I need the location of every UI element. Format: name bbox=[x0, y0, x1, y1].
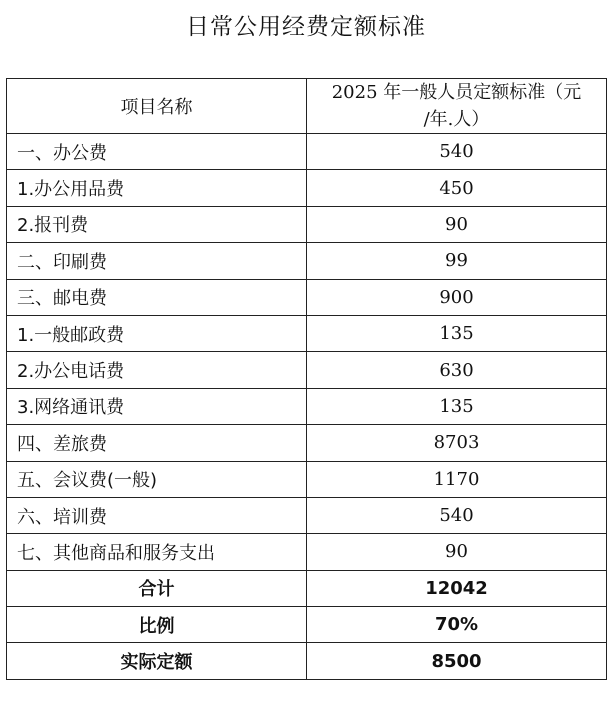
header-item-name: 项目名称 bbox=[7, 79, 307, 134]
table-row bbox=[7, 388, 607, 424]
row-value: 135 bbox=[307, 315, 607, 351]
row-value: 90 bbox=[307, 206, 607, 242]
table-row bbox=[7, 425, 607, 461]
total-value: 12042 bbox=[307, 570, 607, 606]
row-value: 450 bbox=[307, 170, 607, 206]
row-name: 三、邮电费 bbox=[7, 279, 307, 315]
table-row bbox=[7, 243, 607, 279]
row-name: 五、会议费(一般) bbox=[7, 461, 307, 497]
table-row bbox=[7, 134, 607, 170]
total-label: 合计 bbox=[7, 570, 307, 606]
row-name: 1.办公用品费 bbox=[7, 170, 307, 206]
row-name: 二、印刷费 bbox=[7, 243, 307, 279]
row-value: 135 bbox=[307, 388, 607, 424]
row-name: 1.一般邮政费 bbox=[7, 315, 307, 351]
table-row bbox=[7, 170, 607, 206]
ratio-label: 比例 bbox=[7, 607, 307, 643]
total-row bbox=[7, 570, 607, 606]
row-value: 8703 bbox=[307, 425, 607, 461]
header-standard-line1: 2025 年一般人员定额标准（元 bbox=[331, 82, 582, 103]
table-row bbox=[7, 461, 607, 497]
row-name: 七、其他商品和服务支出 bbox=[7, 534, 307, 570]
row-value: 900 bbox=[307, 279, 607, 315]
row-name: 2.办公电话费 bbox=[7, 352, 307, 388]
row-name: 四、差旅费 bbox=[7, 425, 307, 461]
header-standard bbox=[307, 79, 607, 134]
ratio-value: 70% bbox=[307, 607, 607, 643]
fee-standard-table bbox=[6, 78, 607, 680]
row-value: 630 bbox=[307, 352, 607, 388]
row-name: 3.网络通讯费 bbox=[7, 388, 307, 424]
actual-quota-value: 8500 bbox=[307, 643, 607, 679]
table-row bbox=[7, 497, 607, 533]
row-name: 2.报刊费 bbox=[7, 206, 307, 242]
row-value: 99 bbox=[307, 243, 607, 279]
table-row bbox=[7, 206, 607, 242]
table-row bbox=[7, 315, 607, 351]
row-name: 六、培训费 bbox=[7, 497, 307, 533]
table-header-row bbox=[7, 79, 607, 134]
row-name: 一、办公费 bbox=[7, 134, 307, 170]
table-row bbox=[7, 352, 607, 388]
actual-quota-label: 实际定额 bbox=[7, 643, 307, 679]
table-row bbox=[7, 279, 607, 315]
actual-quota-row bbox=[7, 643, 607, 679]
header-standard-line2: /年.人） bbox=[423, 109, 490, 130]
row-value: 1170 bbox=[307, 461, 607, 497]
row-value: 540 bbox=[307, 497, 607, 533]
table-row bbox=[7, 534, 607, 570]
ratio-row bbox=[7, 607, 607, 643]
row-value: 540 bbox=[307, 134, 607, 170]
page-title: 日常公用经费定额标准 bbox=[186, 14, 426, 40]
row-value: 90 bbox=[307, 534, 607, 570]
